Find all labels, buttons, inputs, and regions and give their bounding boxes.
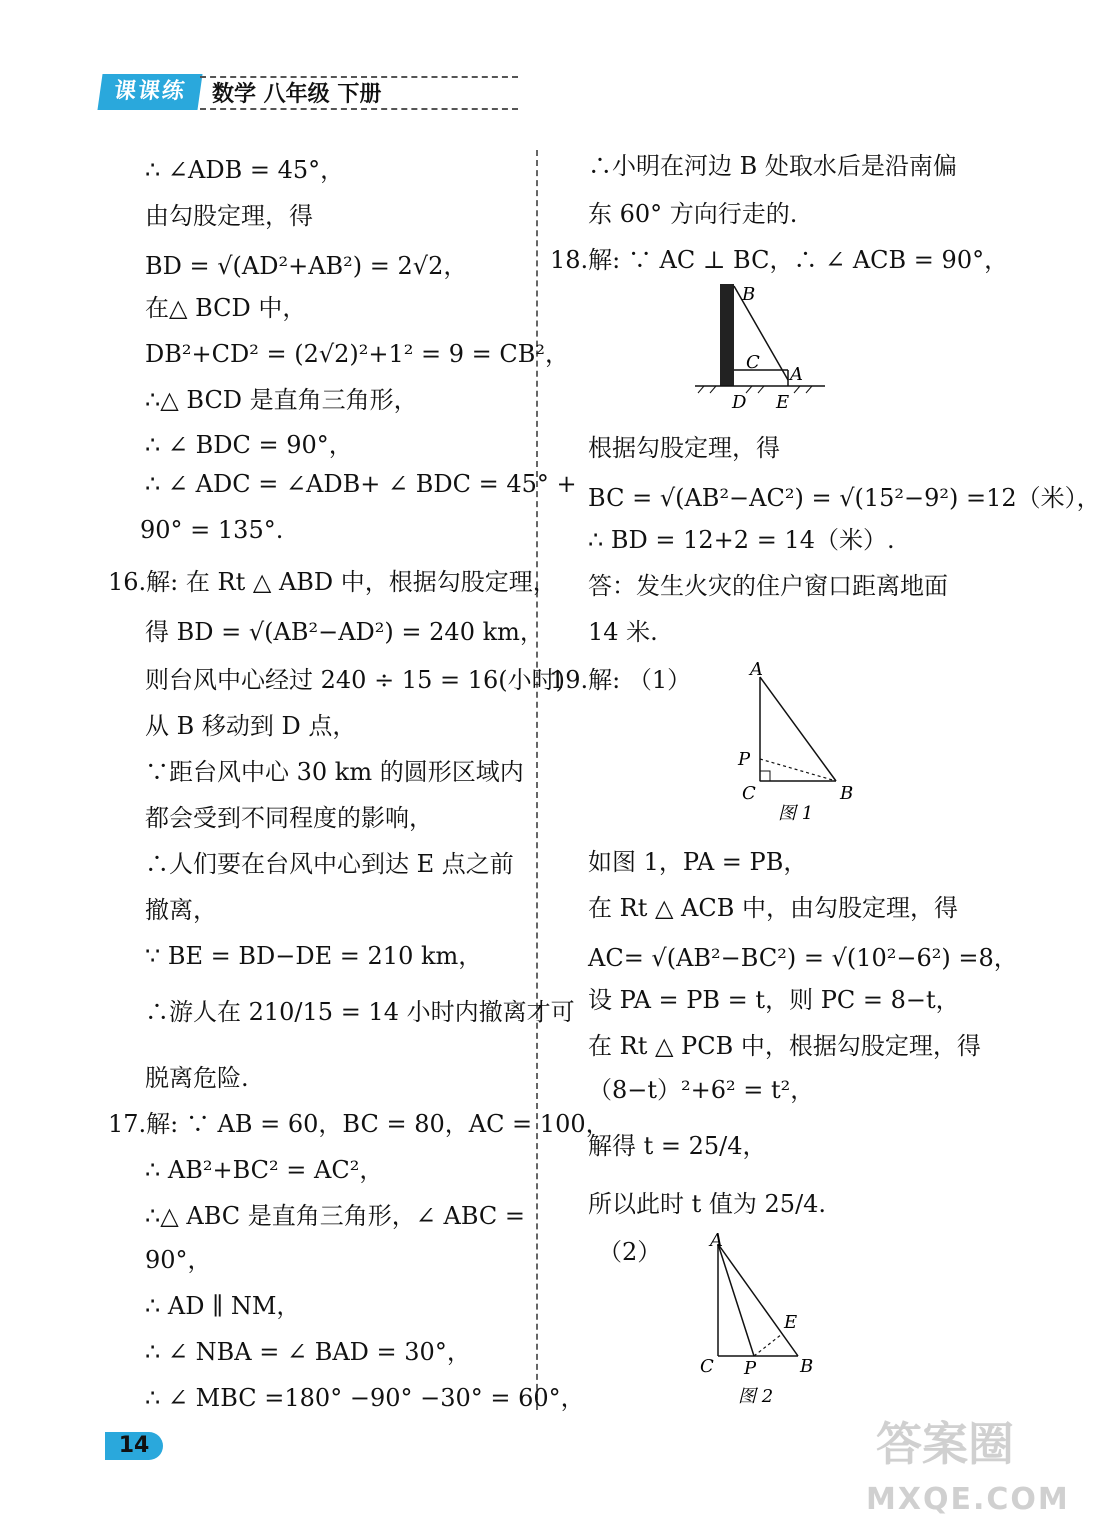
text-line: ∴ ∠ADB = 45°， — [145, 156, 345, 184]
label-C: C — [746, 352, 760, 373]
text-line: BC = √(AB²−AC²) = √(15²−9²) =12（米）， — [588, 484, 1101, 512]
figure-caption: 图 2 — [738, 1386, 774, 1407]
text-line: 都会受到不同程度的影响， — [145, 804, 433, 832]
text-line: 撤离， — [145, 896, 217, 924]
text-line: 东 60° 方向行走的. — [588, 200, 798, 228]
label-A: A — [750, 659, 763, 680]
wall — [720, 284, 734, 386]
text-line: 90°， — [145, 1246, 212, 1274]
watermark — [866, 1408, 1070, 1532]
text-line: 答：发生火灾的住户窗口距离地面 — [588, 572, 948, 600]
series-badge: 课课练 — [97, 74, 202, 110]
figure-18 — [690, 280, 830, 415]
label-C: C — [742, 783, 756, 804]
text-line: ∴人们要在台风中心到达 E 点之前 — [145, 850, 514, 878]
label-B: B — [742, 284, 756, 305]
label-P: P — [738, 749, 751, 770]
text-line: 在 Rt △ ACB 中，由勾股定理，得 — [588, 894, 959, 922]
problem-18-heading: 18.解: ∵ AC ⊥ BC，∴ ∠ ACB = 90°， — [550, 246, 1009, 274]
text-line: 所以此时 t 值为 25/4. — [588, 1190, 827, 1218]
label-C: C — [700, 1356, 714, 1377]
text-line: 如图 1，PA = PB， — [588, 848, 808, 876]
text-line: AC= √(AB²−BC²) = √(10²−6²) =8， — [588, 944, 1018, 972]
text-line: ∴ BD = 12+2 = 14（米）. — [588, 526, 895, 554]
watermark-url: MXQE.COM — [866, 1482, 1070, 1517]
figure-19-1 — [730, 655, 870, 830]
label-B: B — [840, 783, 854, 804]
problem-17-heading: 17.解: ∵ AB = 60，BC = 80，AC = 100， — [108, 1110, 610, 1138]
text-line: ∴游人在 210/15 = 14 小时内撤离才可 — [145, 998, 575, 1026]
text-line: 得 BD = √(AB²−AD²) = 240 km， — [145, 618, 544, 646]
text-line: ∵ BE = BD−DE = 210 km， — [145, 942, 483, 970]
problem-16-heading: 16.解: 在 Rt △ ABD 中，根据勾股定理， — [108, 568, 557, 596]
text-line: 由勾股定理，得 — [145, 202, 313, 230]
book-title: 数学 八年级 下册 — [200, 76, 518, 110]
text-line: ∴ ∠ BDC = 90°， — [145, 431, 353, 459]
text-line: 设 PA = PB = t，则 PC = 8−t， — [588, 986, 960, 1014]
text-line: 从 B 移动到 D 点， — [145, 712, 357, 740]
text-line: 90° = 135°. — [140, 516, 284, 544]
text-line: ∴△ ABC 是直角三角形，∠ ABC = — [145, 1202, 526, 1230]
text-line: DB²+CD² = (2√2)²+1² = 9 = CB²， — [145, 340, 570, 368]
text-line: ∴△ BCD 是直角三角形， — [145, 386, 418, 414]
watermark-logo-text: 答案圈 — [876, 1417, 1014, 1471]
label-B: B — [800, 1356, 814, 1377]
figure-19-2 — [696, 1228, 836, 1408]
text-line: （8−t）²+6² = t²， — [588, 1076, 815, 1104]
text-line: 在△ BCD 中， — [145, 294, 307, 322]
text-line: ∴小明在河边 B 处取水后是沿南偏 — [588, 152, 957, 180]
label-E: E — [784, 1312, 798, 1333]
page-header — [100, 70, 440, 118]
page-number: 14 — [105, 1432, 163, 1460]
text-line: ∴ ∠ NBA = ∠ BAD = 30°， — [145, 1338, 471, 1366]
figure-caption: 图 1 — [778, 803, 814, 824]
label-E: E — [776, 392, 790, 413]
text-line: ∴ AD ∥ NM， — [145, 1292, 301, 1320]
text-line: 根据勾股定理，得 — [588, 434, 780, 462]
problem-19-heading: 19.解: （1） — [550, 666, 692, 694]
text-line: ∴ ∠ MBC =180° −90° −30° = 60°， — [145, 1384, 585, 1412]
label-P: P — [744, 1358, 757, 1379]
label-A: A — [710, 1230, 723, 1251]
text-line: ∵距台风中心 30 km 的圆形区域内 — [145, 758, 524, 786]
text-line: 脱离危险. — [145, 1064, 249, 1092]
text-line: 则台风中心经过 240 ÷ 15 = 16(小时) — [145, 666, 565, 694]
text-line: BD = √(AD²+AB²) = 2√2， — [145, 252, 468, 280]
text-line: 在 Rt △ PCB 中，根据勾股定理，得 — [588, 1032, 981, 1060]
label-D: D — [732, 392, 747, 413]
text-line: （2） — [598, 1238, 662, 1266]
label-A: A — [790, 364, 803, 385]
text-line: 14 米. — [588, 618, 658, 646]
text-line: 解得 t = 25/4， — [588, 1132, 767, 1160]
text-line: ∴ AB²+BC² = AC²， — [145, 1156, 384, 1184]
text-line: ∴ ∠ ADC = ∠ADB+ ∠ BDC = 45° + — [145, 470, 577, 498]
